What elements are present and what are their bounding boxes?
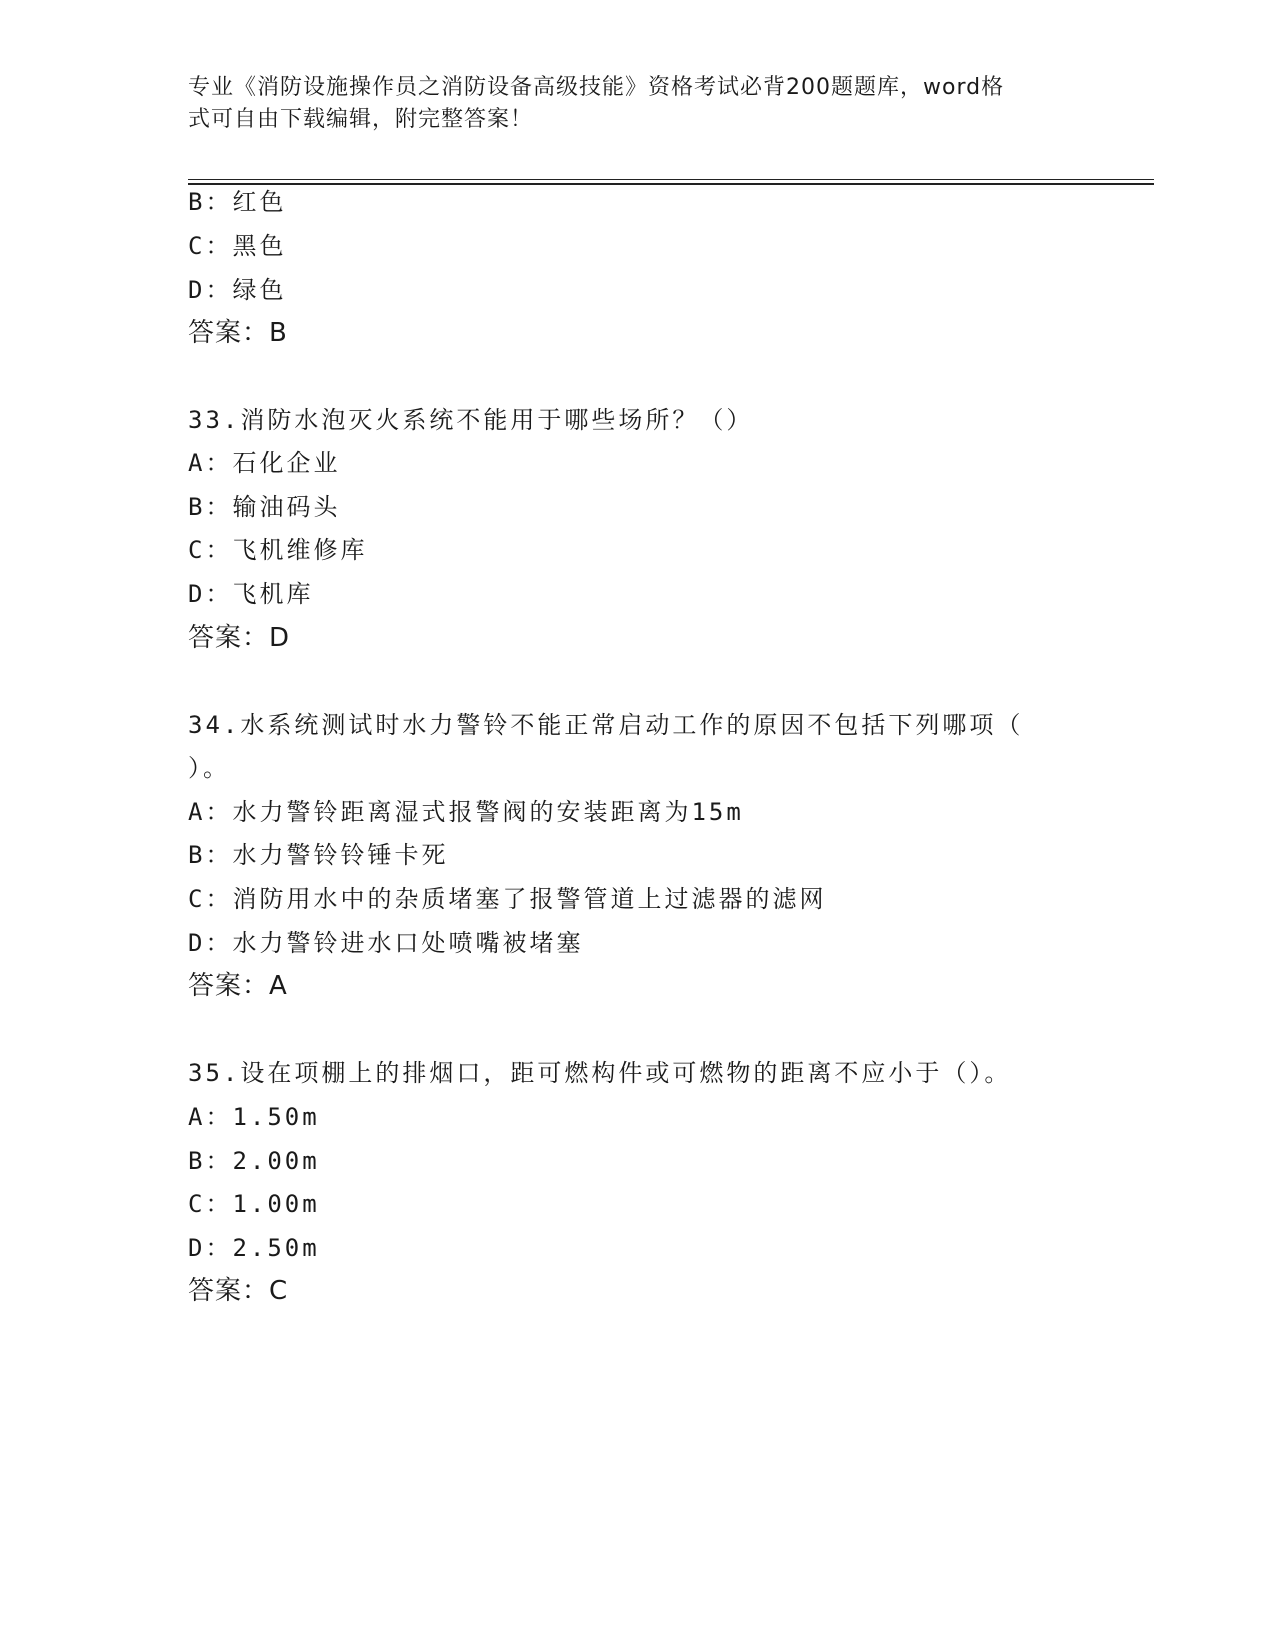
option-b: B：输油码头 — [188, 493, 341, 521]
header-rule-thin — [188, 179, 1154, 180]
option-c: C：消防用水中的杂质堵塞了报警管道上过滤器的滤网 — [188, 885, 827, 913]
option-c: C：飞机维修库 — [188, 536, 368, 564]
option-c: C：1.00m — [188, 1190, 320, 1218]
answer-line: 答案：D — [188, 623, 291, 653]
option-b: B：2.00m — [188, 1147, 320, 1175]
header-line-2: 式可自由下载编辑，附完整答案！ — [188, 107, 534, 132]
option-b: B：红色 — [188, 188, 287, 216]
option-d: D：绿色 — [188, 276, 287, 304]
question-stem: 33.消防水泡灭火系统不能用于哪些场所？（） — [188, 406, 754, 434]
option-c: C：黑色 — [188, 232, 287, 260]
answer-line: 答案：C — [188, 1276, 289, 1306]
document-header — [188, 72, 1068, 136]
answer-line: 答案：A — [188, 971, 288, 1001]
answer-line: 答案：B — [188, 318, 288, 348]
option-d: D：水力警铃进水口处喷嘴被堵塞 — [188, 929, 584, 957]
header-rule-thick — [188, 183, 1154, 185]
option-a: A：1.50m — [188, 1103, 320, 1131]
option-d: D：2.50m — [188, 1234, 320, 1262]
question-stem: 34.水系统测试时水力警铃不能正常启动工作的原因不包括下列哪项（ — [188, 711, 1024, 739]
header-line-1: 专业《消防设施操作员之消防设备高级技能》资格考试必背200题题库，word格 — [188, 75, 1005, 100]
question-stem-continued: ）。 — [188, 754, 230, 782]
option-b: B：水力警铃铃锤卡死 — [188, 841, 449, 869]
option-a: A：石化企业 — [188, 449, 341, 477]
option-d: D：飞机库 — [188, 580, 314, 608]
option-a: A：水力警铃距离湿式报警阀的安装距离为15m — [188, 798, 744, 826]
question-stem: 35.设在项棚上的排烟口，距可燃构件或可燃物的距离不应小于（）。 — [188, 1059, 1012, 1087]
